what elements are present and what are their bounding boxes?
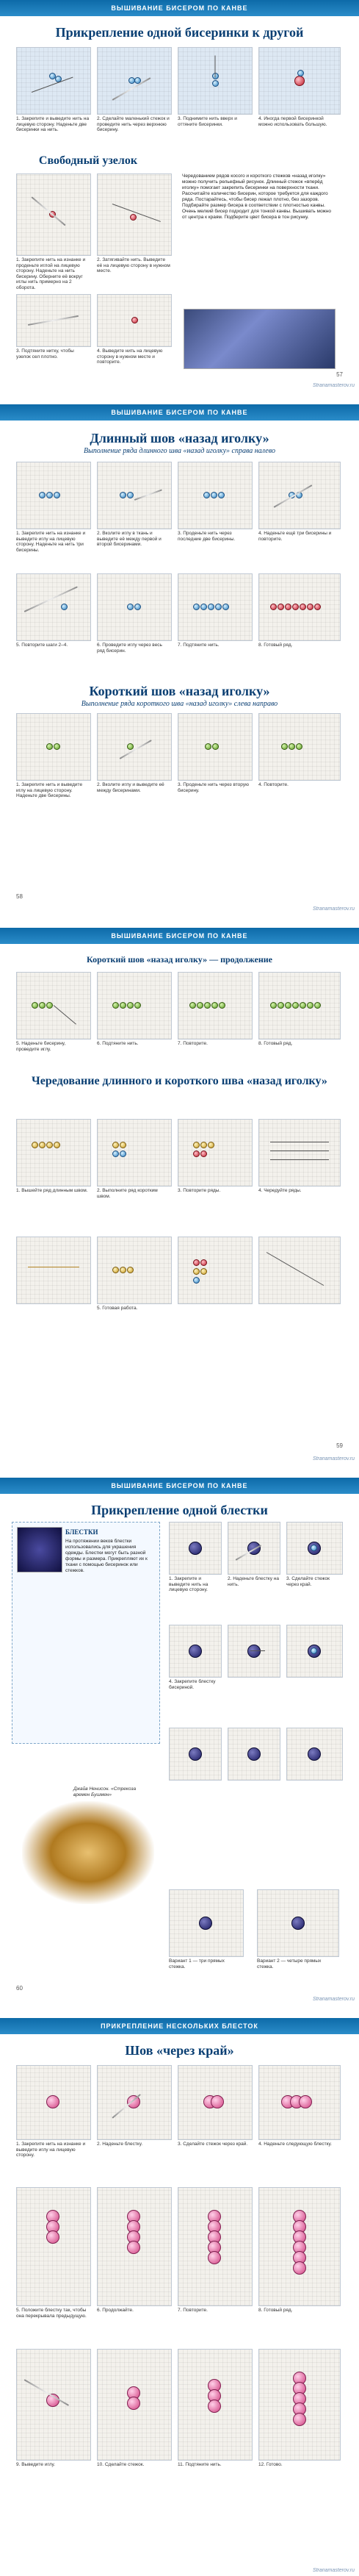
step-image (97, 462, 172, 529)
step-image (169, 1889, 244, 1957)
step-image (178, 1237, 253, 1304)
step-image (258, 1119, 341, 1187)
step-caption: 3. Сделайте стежок через край. (178, 2142, 248, 2147)
step-caption: 3. Проденьте нить через вторую бисерину. (178, 782, 249, 793)
step-image (228, 1522, 280, 1575)
separator (0, 2003, 359, 2018)
separator (0, 913, 359, 928)
step-image (16, 713, 91, 781)
step-caption: 8. Готовый ряд. (258, 1041, 293, 1046)
step-image (286, 1625, 343, 1678)
step-image (16, 2065, 91, 2140)
watermark: Stranamasterov.ru (312, 1997, 355, 2002)
step-caption: 4. Чередуйте ряды. (258, 1188, 302, 1193)
step-image (286, 1728, 343, 1781)
step-caption: 10. Сделайте стежок. (97, 2462, 145, 2467)
step-image (97, 2349, 172, 2461)
separator (0, 1463, 359, 1478)
step-caption: 1. Закрепите и выведите нить на лицевую сторону. (169, 1576, 208, 1592)
section-title: Шов «через край» (125, 2043, 234, 2058)
step-caption: 5. Наденьте бисерину, проведите иглу. (16, 1041, 66, 1052)
section-header: ВЫШИВАНИЕ БИСЕРОМ ПО КАНВЕ (0, 1478, 359, 1494)
step-caption: 1. Закрепите нить и выведите иглу на лицевую сторону. Наденьте две бисерины. (16, 782, 83, 798)
step-caption: 2. Наденьте блестку на нить. (228, 1576, 279, 1587)
step-image (16, 573, 91, 641)
step-image (16, 1237, 91, 1304)
section-title: Прикрепление одной блестки (91, 1503, 268, 1517)
step-image (178, 47, 253, 115)
spread-3 (0, 928, 359, 1463)
section-subtitle: Выполнение ряда длинного шва «назад иголку» справа налево (84, 447, 275, 455)
step-caption: 1. Закрепите нить на изнанке и проденьте иглой на лицевую сторону. Наденьте на нить бисерину. Оберните её вокруг иглы нить примерно на 2 оборота. (16, 257, 86, 290)
step-image (97, 972, 172, 1040)
step-caption: 11. Подтяните нить. (178, 2462, 222, 2467)
step-image (169, 1522, 222, 1575)
step-image (97, 2065, 172, 2140)
step-image (97, 2187, 172, 2306)
step-image (16, 1119, 91, 1187)
step-caption: 7. Повторите. (178, 1041, 208, 1046)
step-image (97, 713, 172, 781)
step-caption: 1. Закрепите нить на изнанке и выведите иглу на лицевую сторону. Наденьте на нить три бисерины. (16, 531, 86, 553)
section-title: Чередование длинного и короткого шва «назад иголку» (32, 1075, 327, 1087)
sequins-photo (17, 1527, 62, 1573)
step-image (258, 713, 341, 781)
step-image (97, 173, 172, 256)
step-image (178, 713, 253, 781)
step-caption: 2. Наденьте блестку. (97, 2142, 143, 2147)
step-image (178, 1119, 253, 1187)
section-title: Короткий шов «назад иголку» — продолжение (87, 954, 272, 965)
step-caption: 3. Подтяните нитку, чтобы узелок сел плотно. (16, 348, 74, 359)
page-number: 57 (336, 371, 343, 378)
step-caption: 7. Подтяните нить. (178, 643, 220, 648)
step-image (178, 462, 253, 529)
body-text: Чередованием рядов косого и короткого стежков «назад иголку» можно получить рельефный рисунок. Длинный стежок «вперёд иголку» помогает закрепить бисеринки на поверхности ткани. Рассчитайте количество бисерин, которое требуется для каждого ряда. Постарайтесь, чтобы бисер лежал плотно, без зазоров. Подбирайте размер бисера в соответствии с плотностью канвы. Очень мелкий бисер подходит для тонкой канвы. Вышивать можно от центра к краям. Подберите цвет бисера в тон рисунку. (182, 173, 332, 220)
step-image (258, 2065, 341, 2140)
step-caption: 4. Закрепите блестку бисериной. (169, 1679, 216, 1690)
step-caption: 1. Закрепите нить на изнанке и выведите иглу на лицевую сторону. (16, 2142, 86, 2158)
step-caption: 2. Вколите иглу в ткань и выведите её между первой и второй бисеринами. (97, 531, 162, 547)
step-image (178, 972, 253, 1040)
step-caption: 5. Повторите шаги 2–4. (16, 643, 68, 648)
step-image (178, 2187, 253, 2306)
section-subtitle: Выполнение ряда короткого шва «назад иголку» слева направо (81, 700, 278, 708)
step-caption: Вариант 1 — три прямых стежка. (169, 1958, 225, 1969)
step-image (97, 1119, 172, 1187)
section-header: ВЫШИВАНИЕ БИСЕРОМ ПО КАНВЕ (0, 404, 359, 421)
section-title: Прикрепление одной бисеринки к другой (55, 25, 304, 40)
step-image (169, 1625, 222, 1678)
step-image (286, 1522, 343, 1575)
spread-1 (0, 0, 359, 390)
step-caption: 12. Готово. (258, 2462, 283, 2467)
step-caption: 8. Готовый ряд. (258, 643, 293, 648)
step-caption: 3. Сделайте стежок через край. (286, 1576, 330, 1587)
step-image (258, 47, 341, 115)
step-image (258, 2349, 341, 2461)
watermark: Stranamasterov.ru (312, 1456, 355, 1461)
step-caption: 6. Подтяните нить. (97, 1041, 139, 1046)
step-image (258, 972, 341, 1040)
section-header: ВЫШИВАНИЕ БИСЕРОМ ПО КАНВЕ (0, 0, 359, 16)
step-caption: 1. Вышейте ряд длинным швом. (16, 1188, 88, 1193)
step-caption: 2. Выполните ряд коротким швом. (97, 1188, 158, 1199)
step-image (97, 1237, 172, 1304)
step-caption: 4. Выведите нить на лицевую сторону в нужном месте и повторите. (97, 348, 163, 365)
step-caption: 1. Закрепите и выведите нить на лицевую сторону. Наденьте две бисеринки на нить. (16, 116, 90, 132)
step-caption: 2. Сделайте маленький стежок и проведите нить через верхнюю бисерину. (97, 116, 170, 132)
section-title: Длинный шов «назад иголку» (90, 431, 269, 446)
step-image (258, 1237, 341, 1304)
step-image (258, 573, 341, 641)
page-number: 58 (16, 893, 23, 900)
step-caption: 3. Проденьте нить через последние две бисерины. (178, 531, 236, 542)
step-image (97, 47, 172, 115)
step-caption: Вариант 2 — четыре прямых стежка. (257, 1958, 322, 1969)
info-box (12, 1522, 160, 1744)
step-caption: 4. Иногда первой бисеринкой можно использовать большую. (258, 116, 327, 127)
subsection-title: Свободный узелок (38, 154, 138, 167)
step-image (258, 462, 341, 529)
step-image (228, 1728, 280, 1781)
step-image (16, 47, 91, 115)
step-caption: 4. Наденьте следующую блестку. (258, 2142, 332, 2147)
step-caption: 8. Готовый ряд. (258, 2308, 293, 2313)
separator (0, 390, 359, 404)
step-image (169, 1728, 222, 1781)
dragonfly-photo (22, 1801, 154, 1904)
info-box-title: БЛЕСТКИ (65, 1528, 98, 1536)
step-image (16, 972, 91, 1040)
step-image (178, 2349, 253, 2461)
spread-4 (0, 1478, 359, 2003)
step-image (16, 462, 91, 529)
step-caption: 3. Повторите ряды. (178, 1188, 221, 1193)
section-header: ПРИКРЕПЛЕНИЕ НЕСКОЛЬКИХ БЛЕСТОК (0, 2018, 359, 2034)
step-caption: 6. Продолжайте. (97, 2308, 134, 2313)
step-image (178, 2065, 253, 2140)
step-image (97, 294, 172, 347)
step-caption: 4. Повторите. (258, 782, 289, 787)
step-image (258, 2187, 341, 2306)
step-image (228, 1625, 280, 1678)
step-caption: 9. Выведите иглу. (16, 2462, 55, 2467)
photo-caption: Джайв Ненисон. «Стрекоза времен Бушмен» (73, 1786, 137, 1797)
step-image (97, 573, 172, 641)
info-box-text: На протяжении веков блестки использовались для украшения одежды. Блестки могут быть разной формы и размера. Прикрепляют их к ткани с помощью бисеринок или стежков. (65, 1539, 148, 1573)
step-caption: 2. Вколите иглу и выведите её между бисеринами. (97, 782, 164, 793)
step-image (16, 2349, 91, 2461)
step-caption: 2. Затягивайте нить. Выведите её на лицевую сторону в нужном месте. (97, 257, 170, 273)
step-image (16, 294, 91, 347)
page-number: 60 (16, 1985, 23, 1992)
page-number: 59 (336, 1442, 343, 1449)
step-caption: 6. Проведите иглу через весь ряд бисерин. (97, 643, 162, 654)
step-caption: 7. Повторите. (178, 2308, 208, 2313)
step-caption: 3. Поднимите нить вверх и оттяните бисеринки. (178, 116, 237, 127)
step-caption: 5. Готовая работа. (97, 1306, 138, 1311)
step-image (16, 2187, 91, 2306)
sample-photo (184, 309, 336, 369)
step-image (178, 573, 253, 641)
step-image (257, 1889, 339, 1957)
spread-5 (0, 2018, 359, 2576)
section-header: ВЫШИВАНИЕ БИСЕРОМ ПО КАНВЕ (0, 928, 359, 944)
step-caption: 5. Положите блестку так, чтобы она перекрывала предыдущую. (16, 2308, 87, 2319)
step-image (16, 173, 91, 256)
step-caption: 4. Наденьте ещё три бисерины и повторите. (258, 531, 332, 542)
watermark: Stranamasterov.ru (312, 383, 355, 388)
spread-2 (0, 404, 359, 913)
watermark: Stranamasterov.ru (312, 906, 355, 912)
section-title: Короткий шов «назад иголку» (89, 684, 270, 698)
watermark: Stranamasterov.ru (312, 2568, 355, 2573)
